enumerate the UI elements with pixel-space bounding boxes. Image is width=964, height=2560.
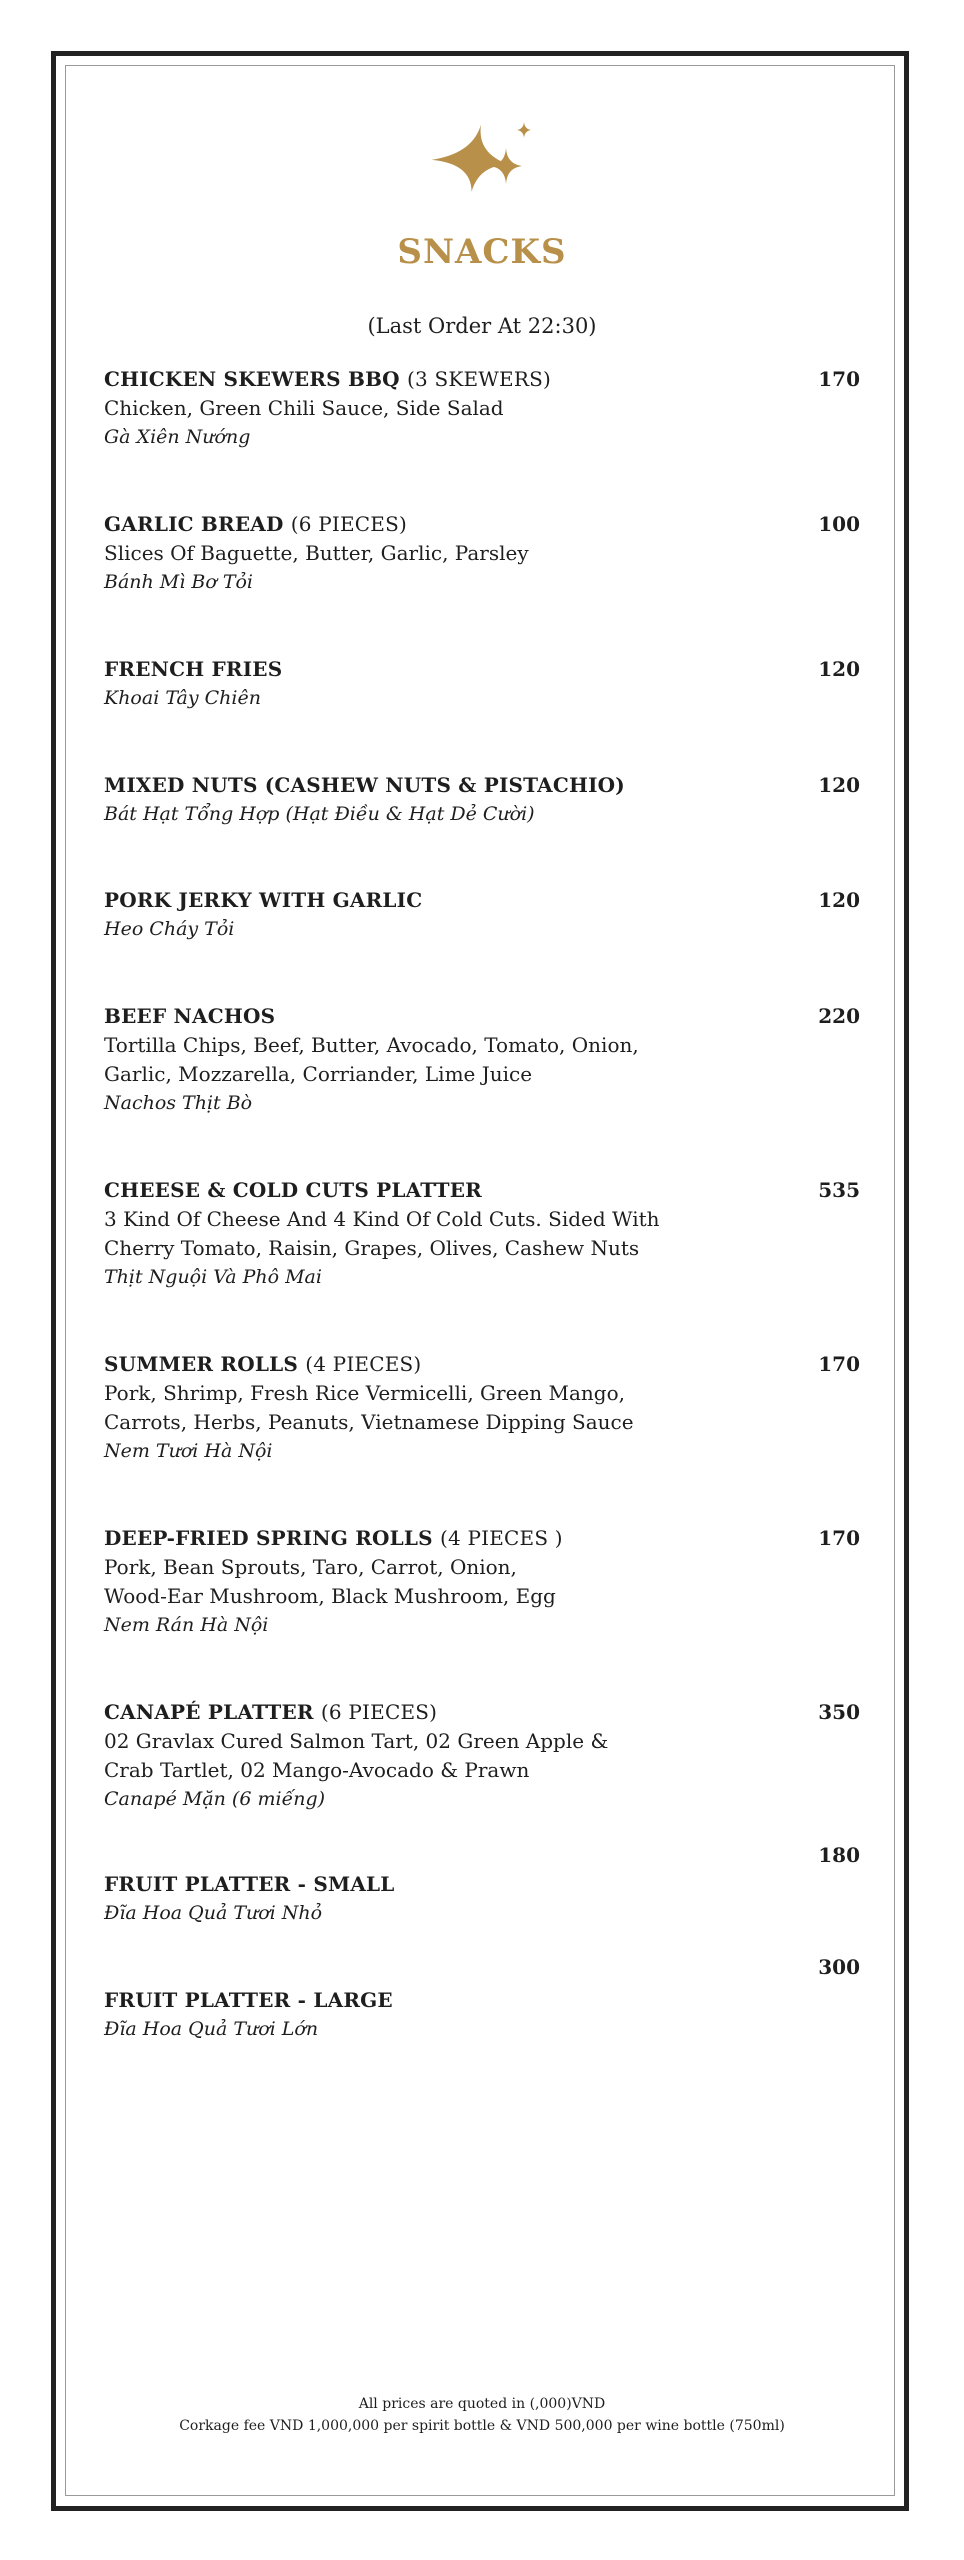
item-name: DEEP-FRIED SPRING ROLLS (4 PIECES ): [104, 1526, 563, 1550]
item-vietnamese-name: Đĩa Hoa Quả Tươi Nhỏ: [104, 1902, 323, 1924]
item-name: GARLIC BREAD (6 PIECES): [104, 512, 407, 536]
item-price: 170: [818, 367, 860, 391]
item-vietnamese-name: Heo Cháy Tỏi: [104, 918, 235, 940]
item-price: 170: [818, 1352, 860, 1376]
item-name: MIXED NUTS (CASHEW NUTS & PISTACHIO): [104, 773, 625, 797]
item-vietnamese-name: Thịt Nguội Và Phô Mai: [104, 1266, 322, 1288]
item-vietnamese-name: Nem Tươi Hà Nội: [104, 1440, 273, 1462]
item-description: Wood-Ear Mushroom, Black Mushroom, Egg: [104, 1584, 556, 1608]
item-vietnamese-name: Bát Hạt Tổng Hợp (Hạt Điều & Hạt Dẻ Cười): [104, 803, 535, 825]
item-name: FRUIT PLATTER - SMALL: [104, 1872, 395, 1896]
item-name: FRENCH FRIES: [104, 657, 283, 681]
item-name: CHICKEN SKEWERS BBQ (3 SKEWERS): [104, 367, 552, 391]
item-name: CANAPÉ PLATTER (6 PIECES): [104, 1700, 438, 1724]
item-description: Pork, Bean Sprouts, Taro, Carrot, Onion,: [104, 1555, 517, 1579]
item-name: PORK JERKY WITH GARLIC: [104, 888, 423, 912]
item-description: 02 Gravlax Cured Salmon Tart, 02 Green Apple &: [104, 1729, 609, 1753]
item-description: Garlic, Mozzarella, Corriander, Lime Juice: [104, 1062, 533, 1086]
last-order-note: (Last Order At 22:30): [367, 314, 597, 338]
item-vietnamese-name: Khoai Tây Chiên: [104, 687, 261, 709]
item-vietnamese-name: Nachos Thịt Bò: [104, 1092, 253, 1114]
menu-item: [104, 1176, 864, 1292]
item-price: 120: [818, 888, 860, 912]
item-price: 535: [818, 1178, 860, 1202]
item-vietnamese-name: Nem Rán Hà Nội: [104, 1614, 269, 1636]
item-name: FRUIT PLATTER - LARGE: [104, 1988, 393, 2012]
corkage-note: Corkage fee VND 1,000,000 per spirit bottle & VND 500,000 per wine bottle (750ml): [179, 2418, 785, 2434]
currency-note: All prices are quoted in (,000)VND: [358, 2396, 606, 2412]
menu-item: [104, 1870, 864, 1928]
item-quantity: (4 PIECES ): [439, 1526, 563, 1550]
item-price: 180: [818, 1843, 860, 1867]
item-description: Chicken, Green Chili Sauce, Side Salad: [104, 396, 504, 420]
item-price: 350: [818, 1700, 860, 1724]
item-description: 3 Kind Of Cheese And 4 Kind Of Cold Cuts. Sided With: [104, 1207, 660, 1231]
item-price: 100: [818, 512, 860, 536]
sparkles-icon: [426, 118, 538, 198]
price-footer: [0, 2393, 964, 2437]
item-description: Cherry Tomato, Raisin, Grapes, Olives, Cashew Nuts: [104, 1236, 640, 1260]
menu-item: [104, 886, 864, 944]
section-title: SNACKS: [397, 232, 567, 272]
small-sparkle: [490, 148, 522, 184]
item-quantity: (6 PIECES): [320, 1700, 438, 1724]
item-description: Pork, Shrimp, Fresh Rice Vermicelli, Green Mango,: [104, 1381, 625, 1405]
item-name: SUMMER ROLLS (4 PIECES): [104, 1352, 422, 1376]
menu-item: [104, 510, 864, 597]
item-vietnamese-name: Canapé Mặn (6 miếng): [104, 1788, 326, 1810]
item-description: Slices Of Baguette, Butter, Garlic, Parsley: [104, 541, 529, 565]
item-vietnamese-name: Bánh Mì Bơ Tỏi: [104, 571, 254, 593]
menu-item: [104, 771, 864, 829]
item-price: 170: [818, 1526, 860, 1550]
menu-item: [104, 365, 864, 452]
menu-item: [104, 1524, 864, 1640]
item-price: 300: [818, 1955, 860, 1979]
item-name: BEEF NACHOS: [104, 1004, 276, 1028]
item-quantity: (3 SKEWERS): [406, 367, 552, 391]
item-description: Carrots, Herbs, Peanuts, Vietnamese Dipping Sauce: [104, 1410, 634, 1434]
item-quantity: (6 PIECES): [290, 512, 407, 536]
item-name: CHEESE & COLD CUTS PLATTER: [104, 1178, 482, 1202]
item-vietnamese-name: Gà Xiên Nướng: [104, 426, 251, 448]
item-price: 220: [818, 1004, 860, 1028]
menu-item: [104, 655, 864, 713]
item-price: 120: [818, 773, 860, 797]
menu-item: [104, 1698, 864, 1814]
item-description: Tortilla Chips, Beef, Butter, Avocado, Tomato, Onion,: [104, 1033, 639, 1057]
tiny-sparkle: [517, 122, 531, 138]
item-description: Crab Tartlet, 02 Mango-Avocado & Prawn: [104, 1758, 530, 1782]
item-price: 120: [818, 657, 860, 681]
menu-item: [104, 1002, 864, 1118]
large-sparkle: [428, 118, 515, 196]
item-quantity: (4 PIECES): [305, 1352, 422, 1376]
menu-item: [104, 1350, 864, 1466]
menu-item: [104, 1986, 864, 2044]
item-vietnamese-name: Đĩa Hoa Quả Tươi Lớn: [104, 2018, 319, 2040]
